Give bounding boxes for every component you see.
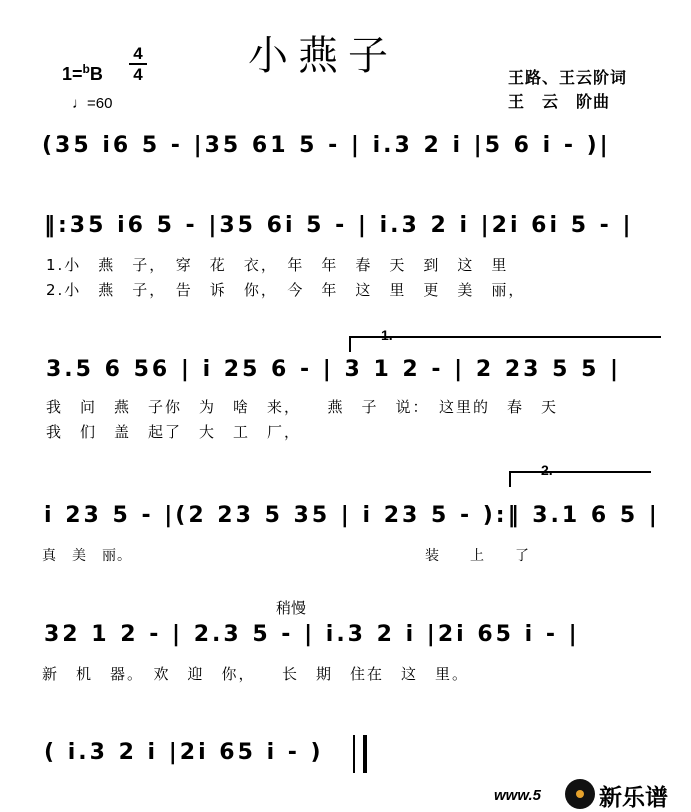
tempo-marking: ♩=60 xyxy=(72,95,113,112)
site-logo xyxy=(563,773,691,812)
key-signature: 1=$^b$B xyxy=(62,62,103,84)
composer: 王 云 阶曲 xyxy=(508,92,611,111)
music-row-4: i 23 5 - |(2 23 5 35 | i 23 5 - ):‖ 3.1 6 5 | xyxy=(44,503,660,528)
tempo-change-mark: 稍慢 xyxy=(276,599,307,617)
lyric-row-2-verse-1: 1.小 燕 子， 穿 花 衣， 年 年 春 天 到 这 里 xyxy=(46,256,509,274)
music-row-1: (35 i6 5 - |35 61 5 - | i.3 2 i |5 6 i - )| xyxy=(42,133,611,158)
meter-top: 4 xyxy=(133,44,143,63)
record-disc-icon xyxy=(565,779,595,809)
page-title: 小燕子 xyxy=(248,33,398,79)
logo-text: 新乐谱 xyxy=(599,785,668,811)
music-row-2: ‖:35 i6 5 - |35 6i 5 - | i.3 2 i |2i 6i 5 - | xyxy=(44,213,634,238)
music-row-6: ( i.3 2 i |2i 65 i - ) xyxy=(44,740,324,765)
music-row-5: 32 1 2 - | 2.3 5 - | i.3 2 i |2i 65 i - | xyxy=(44,622,580,647)
volta-2 xyxy=(509,462,651,487)
meter-bottom: 4 xyxy=(133,65,143,84)
lyricist: 王路、王云阶词 xyxy=(508,68,628,87)
volta-2-label: 2. xyxy=(541,462,553,478)
music-row-3: 3.5 6 56 | i 25 6 - | 3 1 2 - | 2 23 5 5 | xyxy=(46,357,622,382)
lyric-row-4-verse-1: 真 美 丽。 装 上 了 xyxy=(42,548,530,564)
volta-1-label: 1. xyxy=(381,327,393,343)
time-signature xyxy=(128,44,148,84)
volta-1 xyxy=(349,327,661,352)
final-barline xyxy=(353,735,367,773)
lyric-row-3-verse-1: 我 问 燕 子你 为 啥 来， 燕 子 说： 这里的 春 天 xyxy=(46,398,559,416)
credits xyxy=(508,66,627,114)
lyric-row-3-verse-2: 我 们 盖 起了 大 工 厂， xyxy=(46,423,302,441)
lyric-row-2-verse-2: 2.小 燕 子， 告 诉 你， 今 年 这 里 更 美 丽， xyxy=(46,281,526,299)
lyric-row-5-verse-1: 新 机 器。 欢 迎 你， 长 期 住在 这 里。 xyxy=(42,665,470,683)
source-url: www.5 xyxy=(494,787,541,804)
